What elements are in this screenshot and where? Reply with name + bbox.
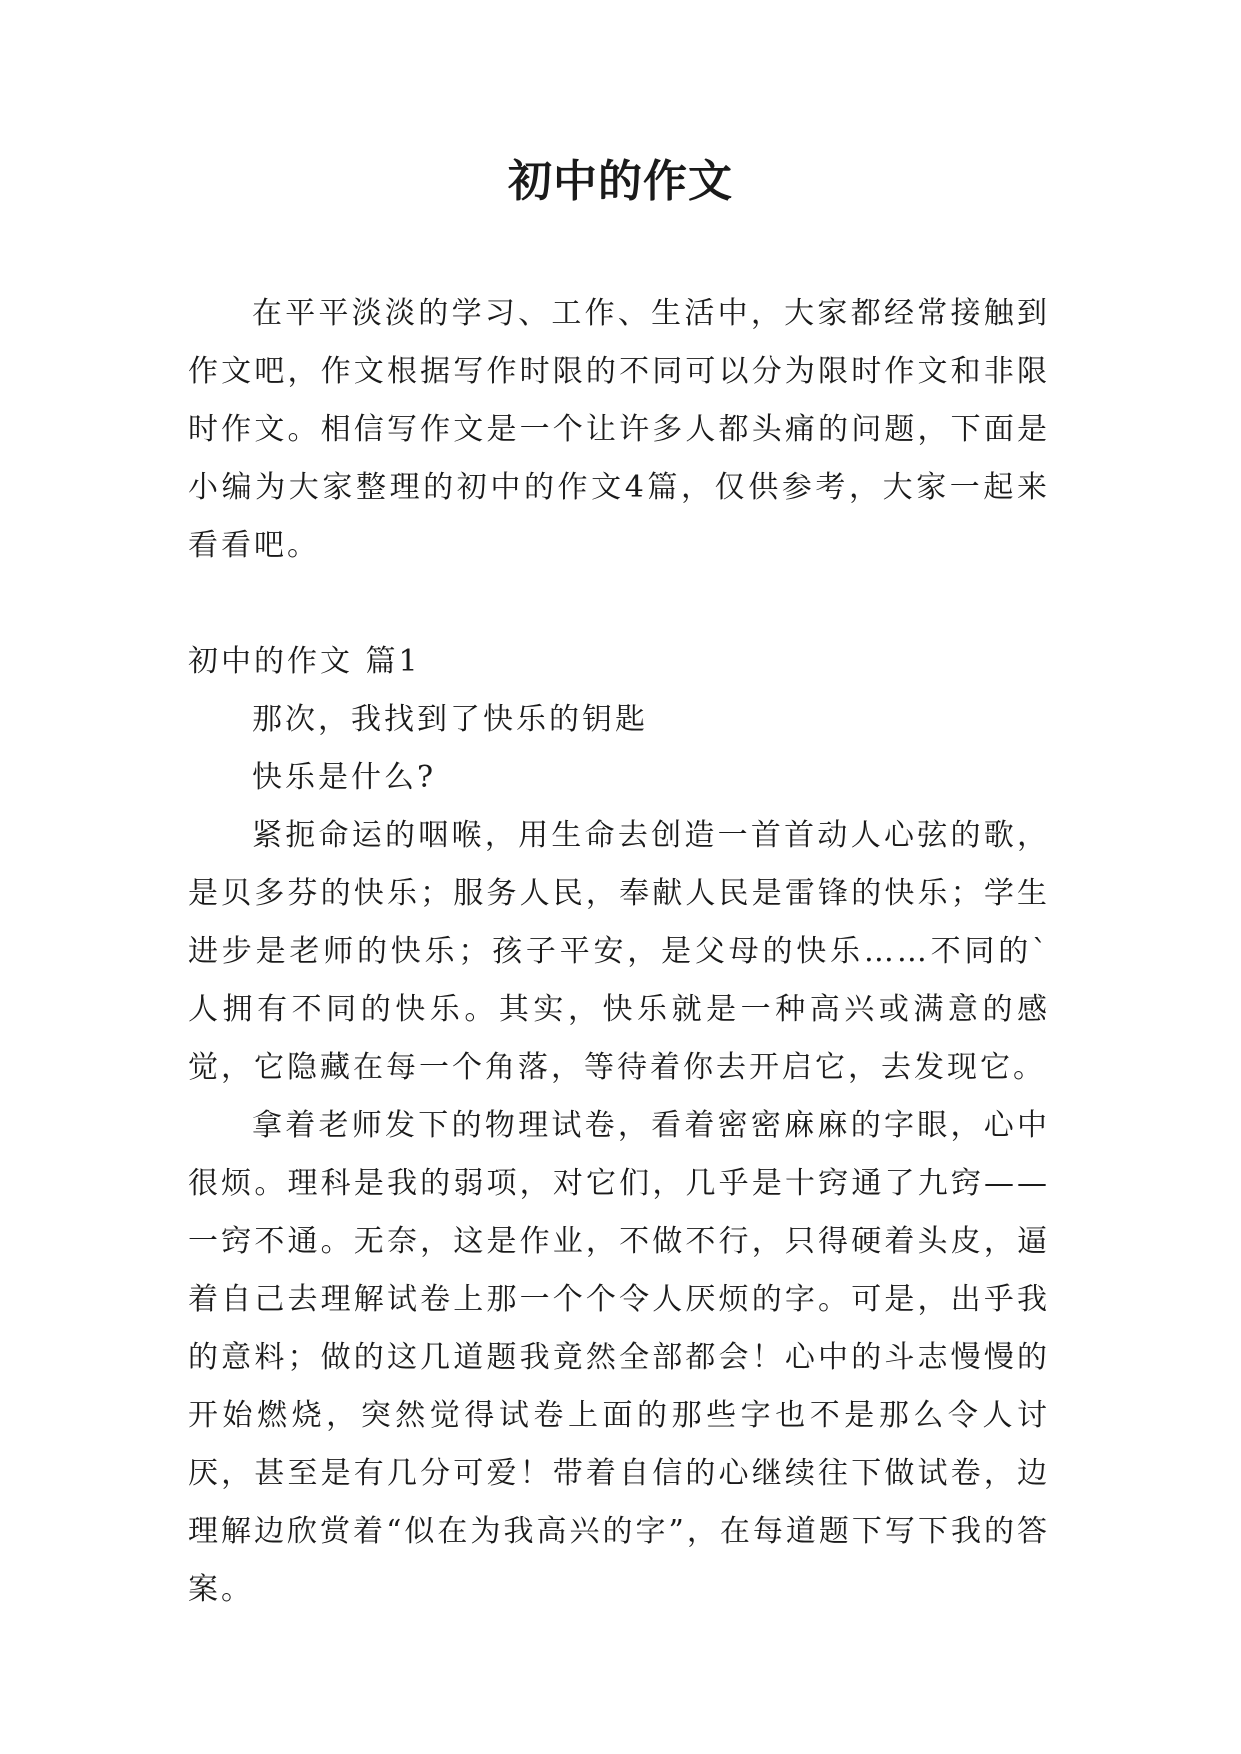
essay-paragraph-1: 紧扼命运的咽喉，用生命去创造一首首动人心弦的歌，是贝多芬的快乐；服务人民，奉献人民是雷锋的快乐；学生进步是老师的快乐；孩子平安，是父母的快乐……不同的`人拥有不同的快乐。其实，快乐就是一种高兴或满意的感觉，它隐藏在每一个角落，等待着你去开启它，去发现它。: [188, 818, 1050, 1085]
essay-title: 那次，我找到了快乐的钥匙: [252, 702, 648, 737]
essay-question: 快乐是什么?: [252, 760, 437, 795]
section-heading: 初中的作文 篇1: [188, 644, 421, 679]
intro-paragraph: 在平平淡淡的学习、工作、生活中，大家都经常接触到作文吧，作文根据写作时限的不同可以分为限时作文和非限时作文。相信写作文是一个让许多人都头痛的问题，下面是小编为大家整理的初中的作文4篇，仅供参考，大家一起来看看吧。: [188, 296, 1050, 563]
section-spacer: [188, 575, 1050, 633]
essay-paragraph-2: 拿着老师发下的物理试卷，看着密密麻麻的字眼，心中很烦。理科是我的弱项，对它们，几乎是十窍通了九窍——一窍不通。无奈，这是作业，不做不行，只得硬着头皮，逼着自己去理解试卷上那一个个令人厌烦的字。可是，出乎我的意料；做的这几道题我竟然全部都会！心中的斗志慢慢的开始燃烧，突然觉得试卷上面的那些字也不是那么令人讨厌，甚至是有几分可爱！带着自信的心继续往下做试卷，边理解边欣赏着“似在为我高兴的字”，在每道题下写下我的答案。: [188, 1108, 1050, 1607]
document-body: [188, 285, 1050, 1619]
page-title: 初中的作文: [508, 156, 733, 207]
